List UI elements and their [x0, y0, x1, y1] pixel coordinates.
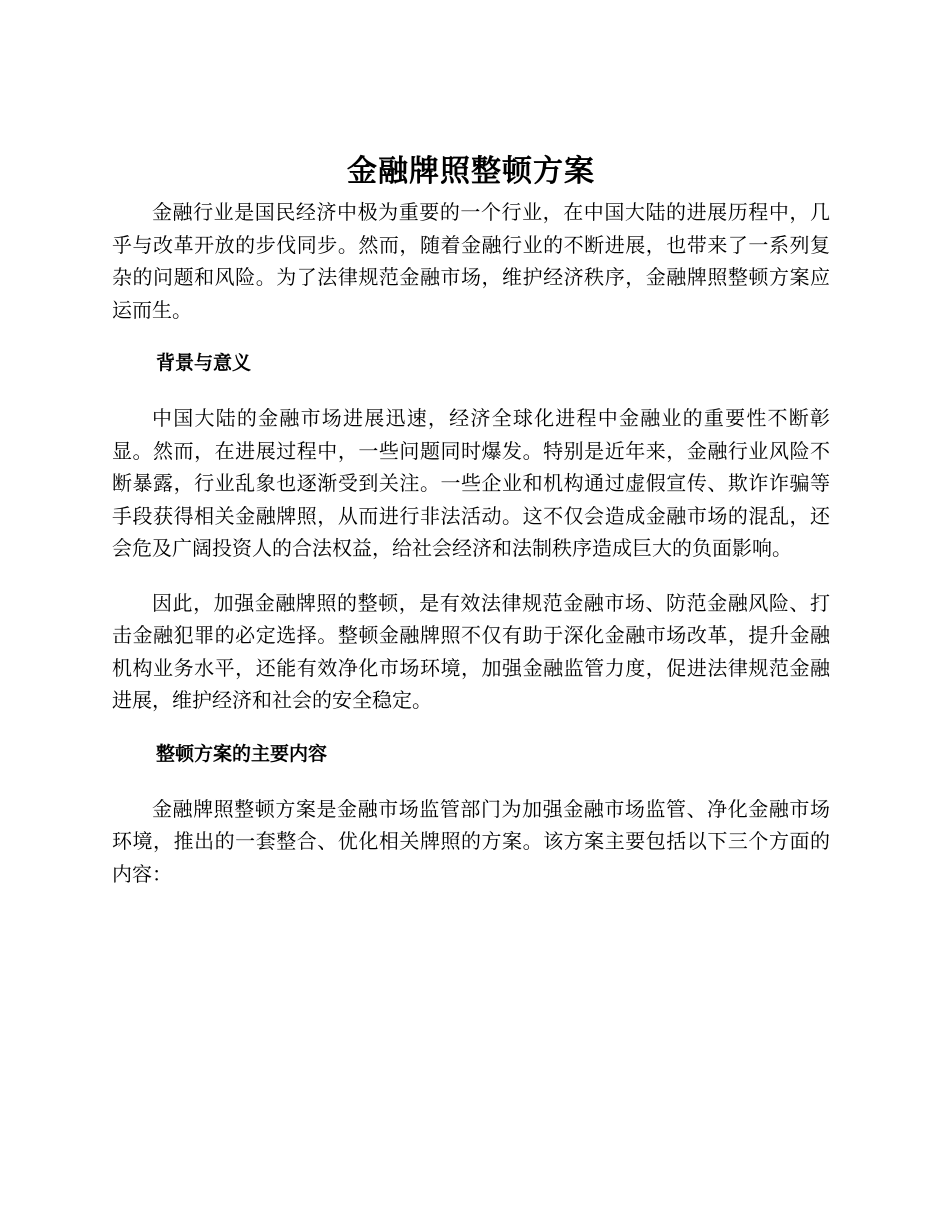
intro-paragraph: 金融行业是国民经济中极为重要的一个行业，在中国大陆的进展历程中，几乎与改革开放的步伐同步。然而，随着金融行业的不断进展，也带来了一系列复杂的问题和风险。为了法律规范金融市场，维护经济秩序，金融牌照整顿方案应运而生。 — [112, 200, 830, 322]
background-paragraph-2: 因此，加强金融牌照的整顿，是有效法律规范金融市场、防范金融风险、打击金融犯罪的必定选择。整顿金融牌照不仅有助于深化金融市场改革，提升金融机构业务水平，还能有效净化市场环境，加强金融监管力度，促进法律规范金融进展，维护经济和社会的安全稳定。 — [112, 590, 830, 712]
document-title: 金融牌照整顿方案 — [347, 154, 595, 189]
section-heading-main-content: 整顿方案的主要内容 — [156, 742, 328, 765]
main-content-paragraph-1: 金融牌照整顿方案是金融市场监管部门为加强金融市场监管、净化金融市场环境，推出的一套整合、优化相关牌照的方案。该方案主要包括以下三个方面的内容： — [112, 796, 830, 886]
section-heading-background: 背景与意义 — [156, 352, 252, 374]
document-page — [112, 150, 830, 890]
background-paragraph-1: 中国大陆的金融市场进展迅速，经济全球化进程中金融业的重要性不断彰显。然而，在进展过程中，一些问题同时爆发。特别是近年来，金融行业风险不断暴露，行业乱象也逐渐受到关注。一些企业和机构通过虚假宣传、欺诈诈骗等手段获得相关金融牌照，从而进行非法活动。这不仅会造成金融市场的混乱，还会危及广阔投资人的合法权益，给社会经济和法制秩序造成巨大的负面影响。 — [112, 406, 830, 560]
